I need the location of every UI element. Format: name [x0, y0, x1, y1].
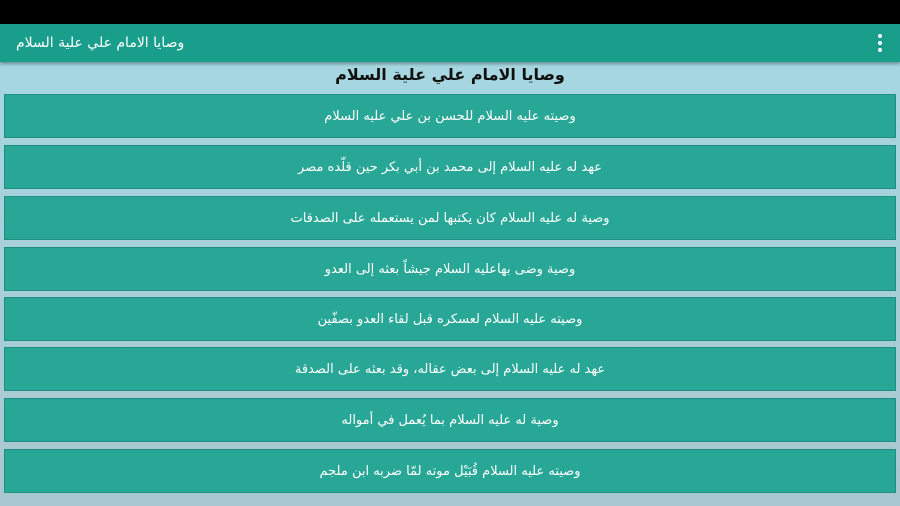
- list-item[interactable]: وصية له عليه السلام كان يكتبها لمن يستعمله على الصدقات: [4, 196, 896, 240]
- list-item[interactable]: وصيته عليه السلام للحسن بن علي عليه السلام: [4, 94, 896, 138]
- list-item[interactable]: وصية وضى بهاعليه السلام جيشاً بعثه إلى العدو: [4, 247, 896, 291]
- content-area: [0, 62, 900, 506]
- app-bar: [0, 24, 900, 62]
- list-item[interactable]: عهد له عليه السلام إلى بعض عقاله، وقد بعثه على الصدقة: [4, 347, 896, 391]
- page-title: وصايا الامام علي علية السلام: [335, 65, 565, 84]
- status-bar: [0, 0, 900, 24]
- list-item[interactable]: وصيته عليه السلام لعسكره قبل لقاء العدو بصفّين: [4, 297, 896, 341]
- list-item[interactable]: وصيته عليه السلام قُبَيْل موته لمّا ضربه ابن ملجم: [4, 449, 896, 493]
- more-vertical-icon[interactable]: [868, 31, 892, 55]
- list-item[interactable]: عهد له عليه السلام إلى محمد بن أبي بكر حين قلّده مصر: [4, 145, 896, 189]
- app-title: وصايا الامام علي علية السلام: [16, 35, 185, 51]
- list-item[interactable]: وصية له عليه السلام بما يُعمل في أمواله: [4, 398, 896, 442]
